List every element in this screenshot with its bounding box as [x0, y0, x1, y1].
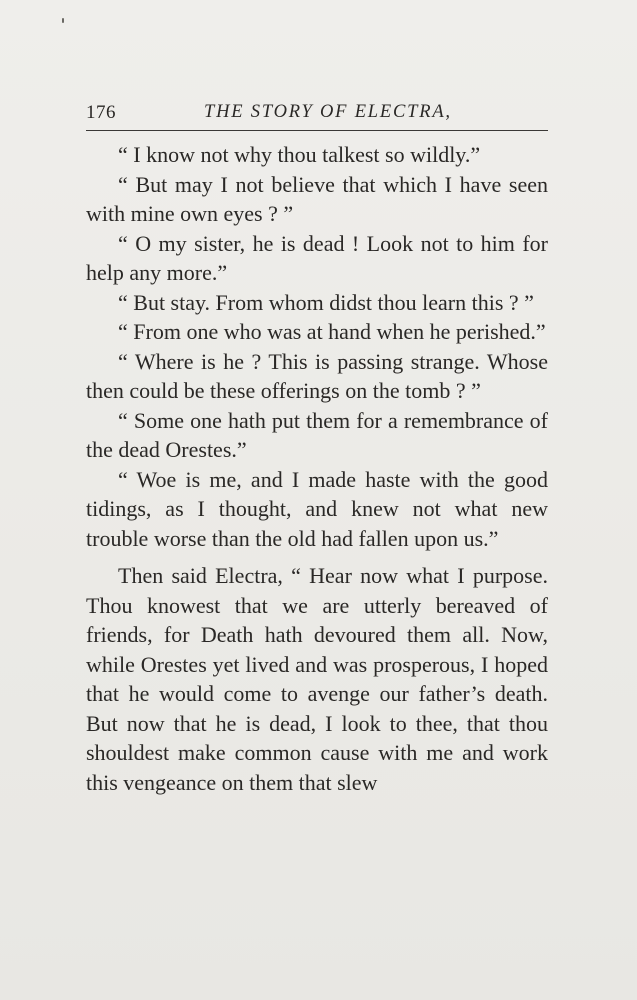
paragraph: “ From one who was at hand when he perished.” [118, 319, 546, 344]
paragraph: “ Some one hath put them for a remembrance of the dead Orestes.” [86, 407, 548, 462]
body-text [86, 140, 548, 797]
print-speck [62, 18, 64, 23]
paragraph: “ I know not why thou talkest so wildly.” [118, 142, 481, 167]
paragraph: “ But may I not believe that which I have seen with mine own eyes ? ” [86, 171, 548, 226]
paragraph: “ O my sister, he is dead ! Look not to him for help any more.” [86, 230, 548, 285]
page-number: 176 [86, 102, 116, 123]
paragraph: “ Where is he ? This is passing strange. Whose then could be these offerings on the tomb ? ” [86, 348, 548, 403]
running-title: THE STORY OF ELECTRA, [204, 102, 452, 122]
header-rule [86, 130, 548, 131]
running-head [86, 100, 548, 132]
paragraph: “ Woe is me, and I made haste with the good tidings, as I thought, and knew not what new trouble worse than the old had fallen upon us.” [86, 466, 548, 551]
paragraph: “ But stay. From whom didst thou learn this ? ” [118, 289, 534, 315]
paragraph: Then said Electra, “ Hear now what I purpose. Thou knowest that we are utterly bereaved of friends, for Death hath devoured them all. Now, while Orestes yet lived and was prosperous, I hoped that he would come to avenge our father’s death. But now that he is dead, I look to thee, that thou shouldest make common cause with me and work this vengeance on them that slew [86, 563, 548, 795]
